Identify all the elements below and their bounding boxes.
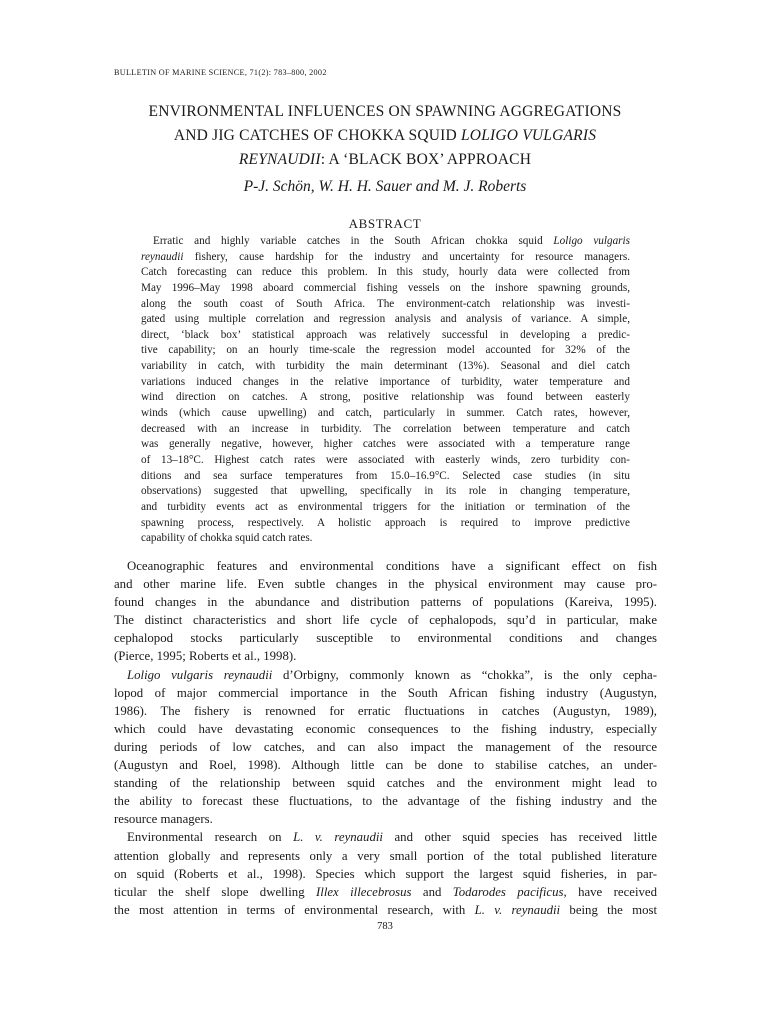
species-name: Todarodes pacificus bbox=[452, 884, 564, 899]
title-species-name: LOLIGO VULGARIS bbox=[460, 127, 597, 144]
species-name: L. v. reynaudii bbox=[293, 830, 383, 845]
title-text: AND JIG CATCHES OF CHOKKA SQUID bbox=[173, 127, 461, 144]
abstract-line: gated using multiple correlation and regression analysis and analysis of variance. A simple, bbox=[141, 313, 630, 326]
abstract-heading: ABSTRACT bbox=[348, 216, 422, 231]
page-number: 783 bbox=[377, 921, 393, 932]
body-text-run: and bbox=[411, 884, 453, 899]
species-name: Loligo vulgaris bbox=[553, 235, 630, 247]
title-text: : A ‘BLACK BOX’ APPROACH bbox=[320, 151, 532, 168]
journal-header: BULLETIN OF MARINE SCIENCE, 71(2): 783–800, 2002 bbox=[114, 68, 327, 77]
abstract-line: ditions and sea surface temperatures from 15.0–16.9°C. Selected case studies (in situ bbox=[141, 469, 630, 482]
abstract-line: of 13–18°C. Highest catch rates were associated with easterly winds, zero turbidity con- bbox=[141, 453, 630, 466]
body-line: 1986). The fishery is renowned for erratic fluctuations in catches (Augustyn, 1989), bbox=[114, 703, 657, 718]
body-line: which could have devastating economic consequences to the fishing industry, especially bbox=[114, 721, 657, 736]
body-line: on squid (Roberts et al., 1998). Species which support the largest squid fisheries, in par- bbox=[114, 866, 657, 881]
body-text-run: and other squid species has received little bbox=[382, 830, 657, 845]
abstract-text: fishery, cause hardship for the industry and uncertainty for resource managers. bbox=[183, 250, 630, 263]
abstract-line: May 1996–May 1998 aboard commercial fishing vessels on the inshore spawning grounds, bbox=[141, 281, 630, 294]
body-line: (Pierce, 1995; Roberts et al., 1998). bbox=[114, 649, 297, 664]
abstract-line: Catch forecasting can reduce this problem. In this study, hourly data were collected from bbox=[141, 266, 630, 279]
body-line bbox=[114, 883, 657, 901]
title-line-2 bbox=[100, 124, 670, 148]
species-name: Loligo vulgaris reynaudii bbox=[127, 667, 273, 682]
abstract bbox=[141, 234, 630, 547]
body-text-run: , have received bbox=[563, 884, 657, 899]
body-text-run: Environmental research on bbox=[127, 830, 294, 845]
body-text-run: ticular the shelf slope dwelling bbox=[114, 884, 316, 899]
body-text-run: being the most bbox=[560, 902, 657, 917]
body-line: cephalopod stocks particularly susceptible to environmental conditions and changes bbox=[114, 631, 657, 646]
abstract-line bbox=[141, 250, 630, 266]
abstract-line: direct, ‘black box’ statistical approach was relatively successful in developing a predic- bbox=[141, 328, 630, 341]
article-title bbox=[100, 100, 670, 172]
species-name: reynaudii bbox=[141, 250, 184, 263]
body-line: attention globally and represents only a very small portion of the total published literature bbox=[114, 848, 657, 863]
body-line: during periods of low catches, and can also impact the management of the resource bbox=[114, 739, 657, 754]
body-line: and other marine life. Even subtle changes in the physical environment may cause pro- bbox=[114, 577, 657, 592]
title-line-3 bbox=[100, 148, 670, 172]
abstract-line: wind direction on catches. A strong, positive relationship was found between easterly bbox=[141, 391, 630, 404]
body-line: lopod of major commercial importance in the South African fishing industry (Augustyn, bbox=[114, 685, 657, 700]
body-line: Oceanographic features and environmental conditions have a significant effect on fish bbox=[127, 559, 657, 573]
abstract-text: Erratic and highly variable catches in the South African chokka squid bbox=[153, 235, 554, 247]
body-line bbox=[114, 828, 657, 846]
abstract-line: and turbidity events act as environmental triggers for the initiation or termination of the bbox=[141, 500, 630, 513]
body-line bbox=[114, 901, 657, 919]
body-line: The distinct characteristics and short life cycle of cephalopods, squ’d in particular, make bbox=[114, 613, 657, 628]
title-species-name: REYNAUDII bbox=[238, 151, 321, 168]
body-line: the ability to forecast these fluctuations, to the advantage of the fishing industry and the bbox=[114, 794, 657, 809]
body-line: (Augustyn and Roel, 1998). Although little can be done to stabilise catches, an under- bbox=[114, 758, 657, 773]
body-text bbox=[114, 557, 657, 919]
body-line: standing of the relationship between squid catches and the environment might lead to bbox=[114, 776, 657, 791]
abstract-line: capability of chokka squid catch rates. bbox=[141, 532, 313, 545]
body-line: resource managers. bbox=[114, 812, 213, 827]
abstract-line: variations induced changes in the relative importance of turbidity, water temperature and bbox=[141, 375, 630, 388]
body-line bbox=[114, 666, 657, 684]
abstract-line: winds (which cause upwelling) and catch, particularly in summer. Catch rates, however, bbox=[141, 407, 630, 420]
abstract-line: observations) suggested that upwelling, specifically in its role in changing temperature, bbox=[141, 485, 630, 498]
abstract-line bbox=[141, 234, 630, 250]
abstract-line: decreased with an increase in turbidity. The correlation between temperature and catch bbox=[141, 422, 630, 435]
abstract-line: along the south coast of South Africa. The environment-catch relationship was investi- bbox=[141, 297, 630, 310]
authors: P-J. Schön, W. H. H. Sauer and M. J. Roberts bbox=[243, 178, 527, 195]
body-line: found changes in the abundance and distribution patterns of populations (Kareiva, 1995). bbox=[114, 595, 657, 610]
abstract-line: tive capability; on an hourly time-scale the regression model accounted for 32% of the bbox=[141, 344, 630, 357]
species-name: L. v. reynaudii bbox=[474, 902, 561, 917]
abstract-line: spawning process, respectively. A holistic approach is required to improve predictive bbox=[141, 516, 630, 529]
abstract-line: variability in catch, with turbidity the main determinant (13%). Seasonal and diel catch bbox=[141, 360, 630, 373]
body-text-run: the most attention in terms of environmental research, with bbox=[114, 902, 475, 917]
species-name: Illex illecebrosus bbox=[316, 884, 412, 899]
body-text-run: d’Orbigny, commonly known as “chokka”, is the only cepha- bbox=[272, 667, 657, 682]
title-line-1: ENVIRONMENTAL INFLUENCES ON SPAWNING AGGREGATIONS bbox=[148, 103, 622, 120]
abstract-line: was generally negative, however, higher catches were associated with a temperature range bbox=[141, 438, 630, 451]
